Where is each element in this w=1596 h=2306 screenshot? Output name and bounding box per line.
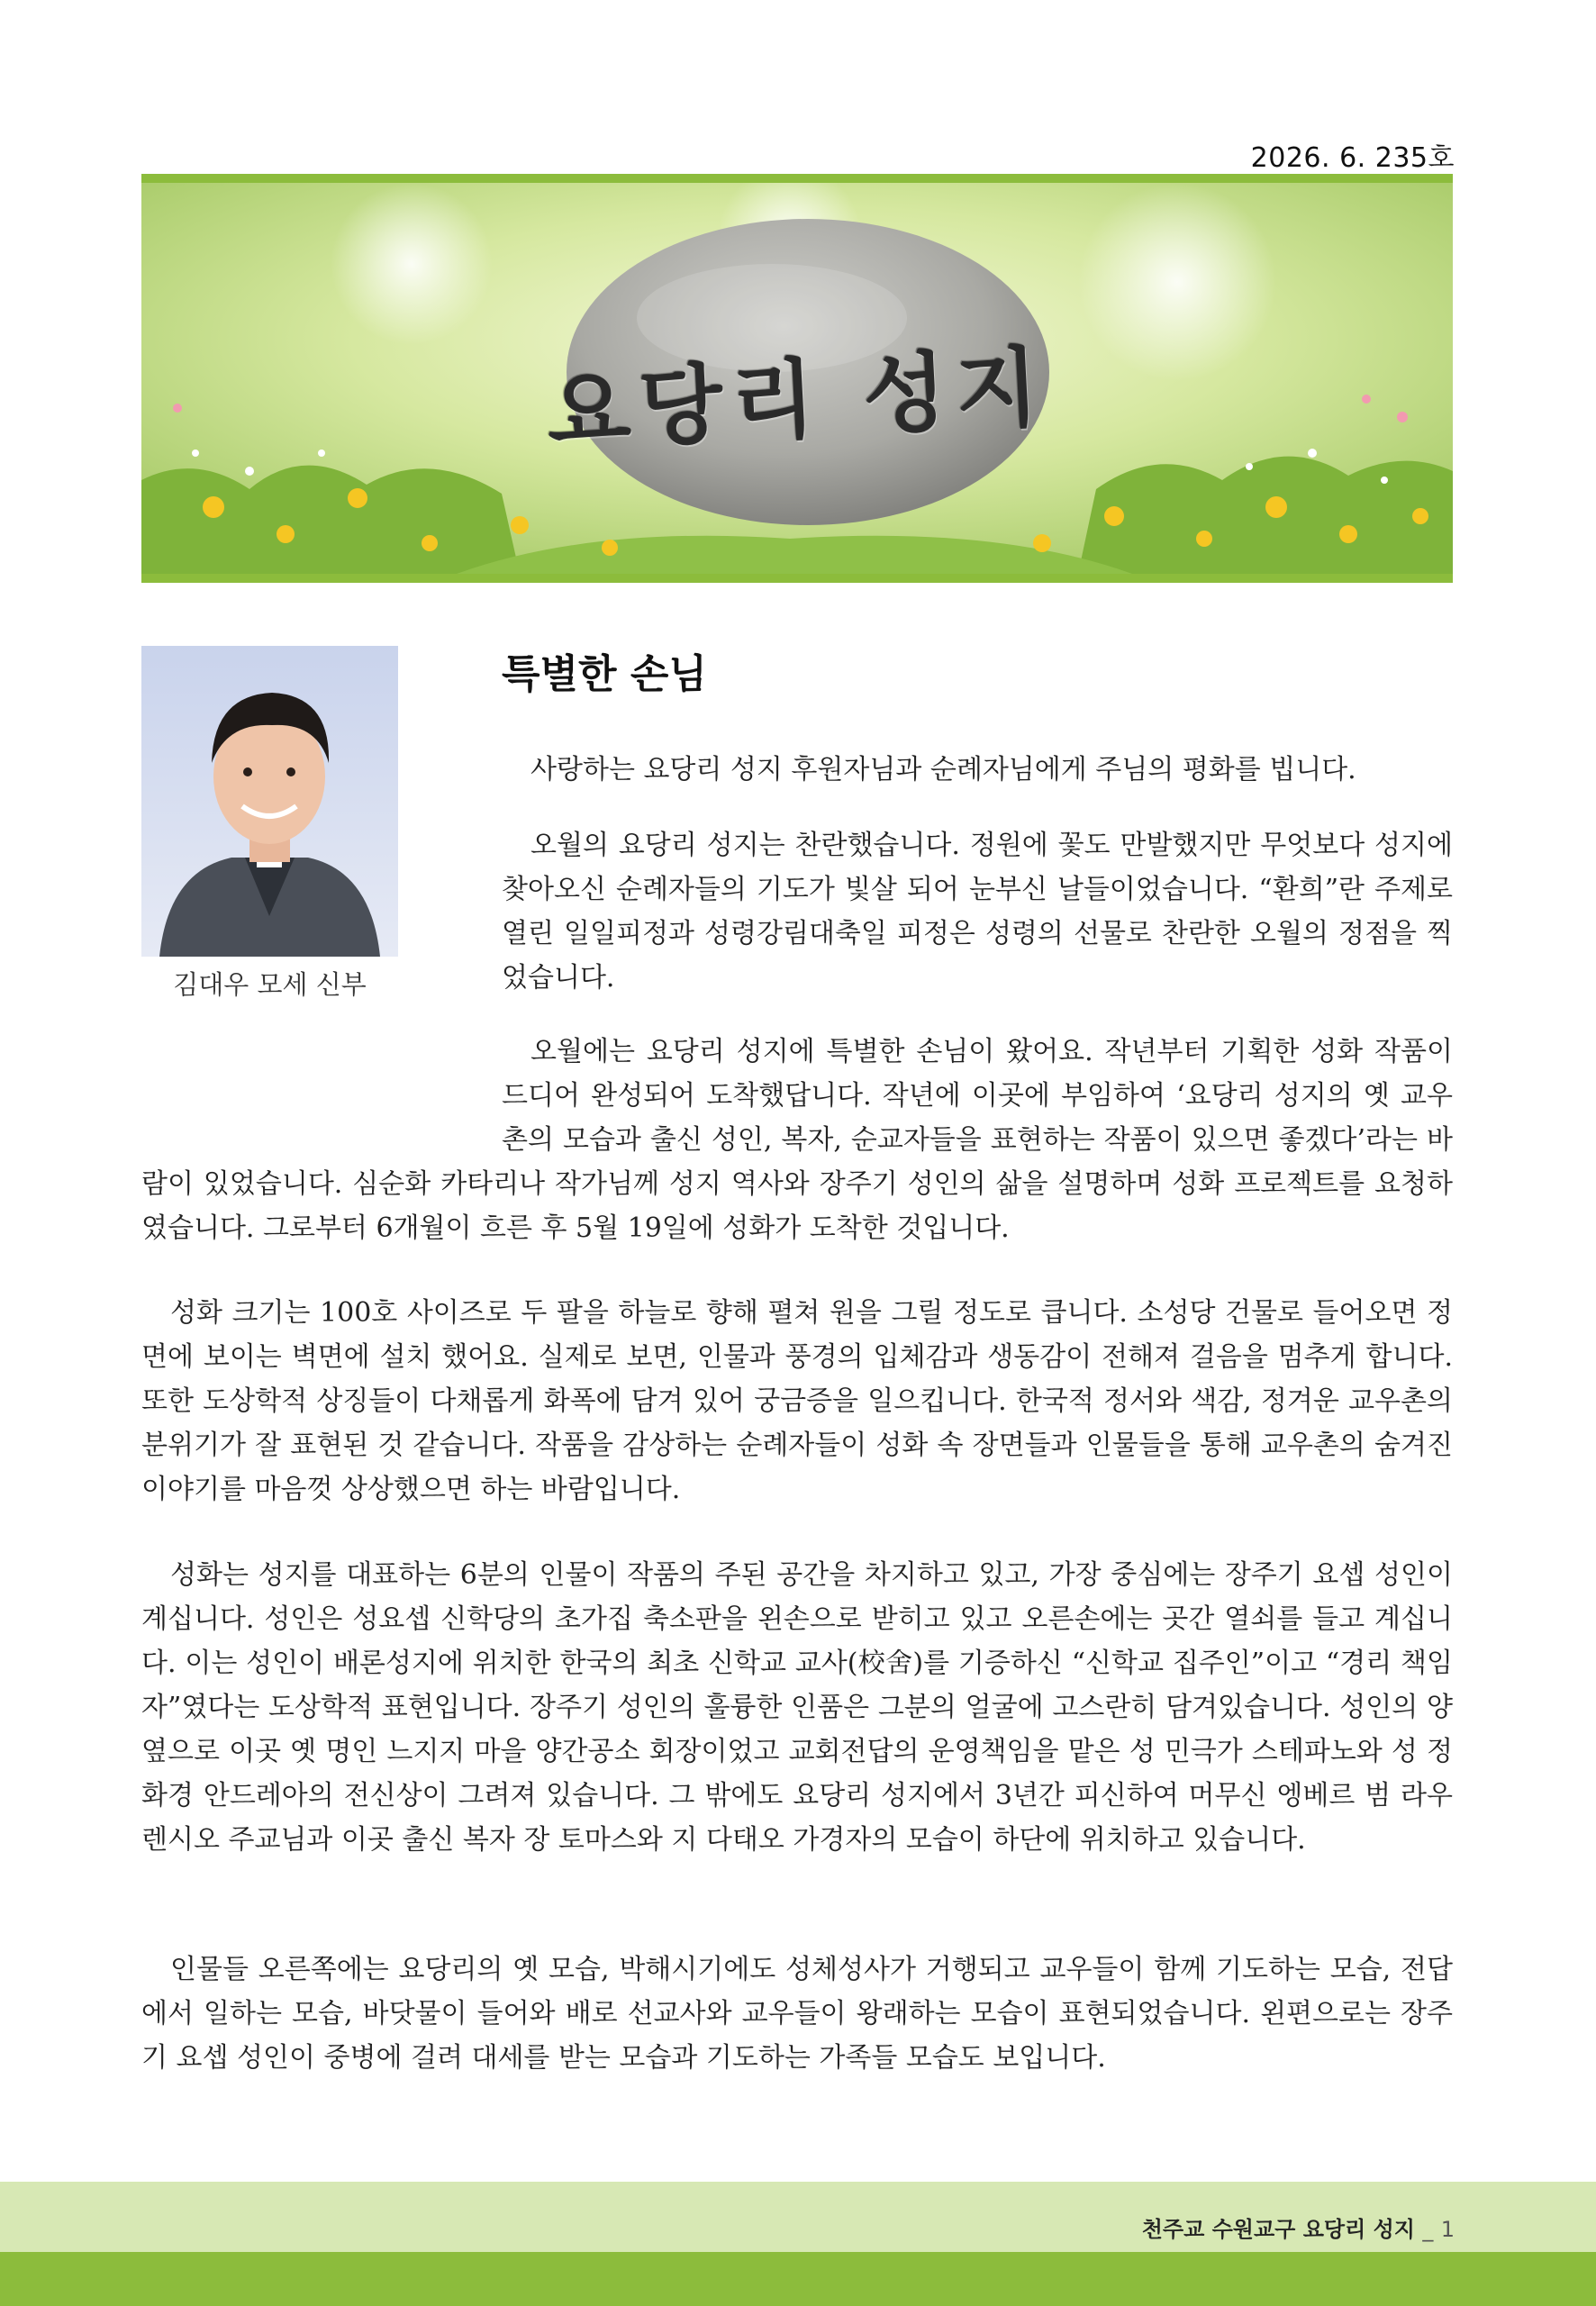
- issue-number: 2026. 6. 235호: [1250, 142, 1455, 174]
- article-paragraph-text: 오월에는 요당리 성지에 특별한 손님이 왔어요. 작년부터 기획한 성화 작품이 드디어 완성되어 도착했답니다. 작년에 이곳에 부임하여 ‘요당리 성지의 옛 교우촌의 모습과 출신 성인, 복자, 순교자들을 표현하는 작품이 있으면 좋겠다’라는 바람이 있었습니다. 심순화 카타리나 작가님께 성지 역사와 장주기 성인의 삶을 설명하며 성화 프로젝트를 요청하였습니다. 그로부터 6개월이 흐른 후 5월 19일에 성화가 도착한 것입니다.: [141, 1036, 1453, 1244]
- article-paragraph: 성화는 성지를 대표하는 6분의 인물이 작품의 주된 공간을 차지하고 있고, 가장 중심에는 장주기 요셉 성인이 계십니다. 성인은 성요셉 신학당의 초가집 축소판을 왼손으로 받히고 있고 오른손에는 곳간 열쇠를 들고 계십니다. 이는 성인이 배론성지에 위치한 한국의 최초 신학교 교사(校舍)를 기증하신 “신학교 집주인”이고 “경리 책임자”였다는 도상학적 표현입니다. 장주기 성인의 훌륭한 인품은 그분의 얼굴에 고스란히 담겨있습니다. 성인의 양 옆으로 이곳 옛 명인 느지지 마을 양간공소 회장이었고 교회전답의 운영책임을 맡은 성 민극가 스테파노와 성 정화경 안드레아의 전신상이 그려져 있습니다. 그 밖에도 요당리 성지에서 3년간 피신하여 머무신 엥베르 범 라우렌시오 주교님과 이곳 출신 복자 장 토마스와 지 다태오 가경자의 모습이 하단에 위치하고 있습니다.: [141, 1559, 1453, 1856]
- article-paragraph: 성화 크기는 100호 사이즈로 두 팔을 하늘로 향해 펼쳐 원을 그릴 정도로 큽니다. 소성당 건물로 들어오면 정면에 보이는 벽면에 설치 했어요. 실제로 보면, 인물과 풍경의 입체감과 생동감이 전해져 걸음을 멈추게 합니다. 또한 도상학적 상징들이 다채롭게 화폭에 담겨 있어 궁금증을 일으킵니다. 한국적 정서와 색감, 정겨운 교우촌의 분위기가 잘 표현된 것 같습니다. 작품을 감상하는 순례자들이 성화 속 장면들과 인물들을 통해 교우촌의 숨겨진 이야기를 마음껏 상상했으면 하는 바람입니다.: [141, 1297, 1454, 1505]
- page-number: 1: [1440, 2217, 1455, 2242]
- photo-caption: 김대우 모세 신부: [173, 969, 367, 1000]
- text-wrap-spacer: [141, 1030, 502, 1162]
- priest-photo: [141, 646, 398, 957]
- footer-org: 천주교 수원교구 요당리 성지: [1141, 2217, 1415, 2242]
- footer-bar: [0, 2252, 1596, 2306]
- article-title: 특별한 손님: [502, 651, 707, 697]
- footer-separator: _: [1422, 2217, 1434, 2242]
- article-paragraph: 오월의 요당리 성지는 찬란했습니다. 정원에 꽃도 만발했지만 무엇보다 성지에 찾아오신 순례자들의 기도가 빛살 되어 눈부신 날들이었습니다. “환희”란 주제로 열린 일일피정과 성령강림대축일 피정은 성령의 선물로 찬란한 오월의 정점을 찍었습니다.: [502, 830, 1453, 994]
- stone-inscription: 요당리 성지: [544, 336, 1051, 464]
- header-banner: [141, 174, 1453, 583]
- article-paragraph: [141, 1030, 1453, 1250]
- portrait-icon: [141, 646, 398, 957]
- article-paragraph: 사랑하는 요당리 성지 후원자님과 순례자님에게 주님의 평화를 빕니다.: [530, 754, 1356, 785]
- footer-label: [1142, 2211, 1455, 2243]
- article-paragraph: 인물들 오른쪽에는 요당리의 옛 모습, 박해시기에도 성체성사가 거행되고 교우들이 함께 기도하는 모습, 전답에서 일하는 모습, 바닷물이 들어와 배로 선교사와 교우들이 왕래하는 모습이 표현되었습니다. 왼편으로는 장주기 요셉 성인이 중병에 걸려 대세를 받는 모습과 기도하는 가족들 모습도 보입니다.: [141, 1954, 1453, 2074]
